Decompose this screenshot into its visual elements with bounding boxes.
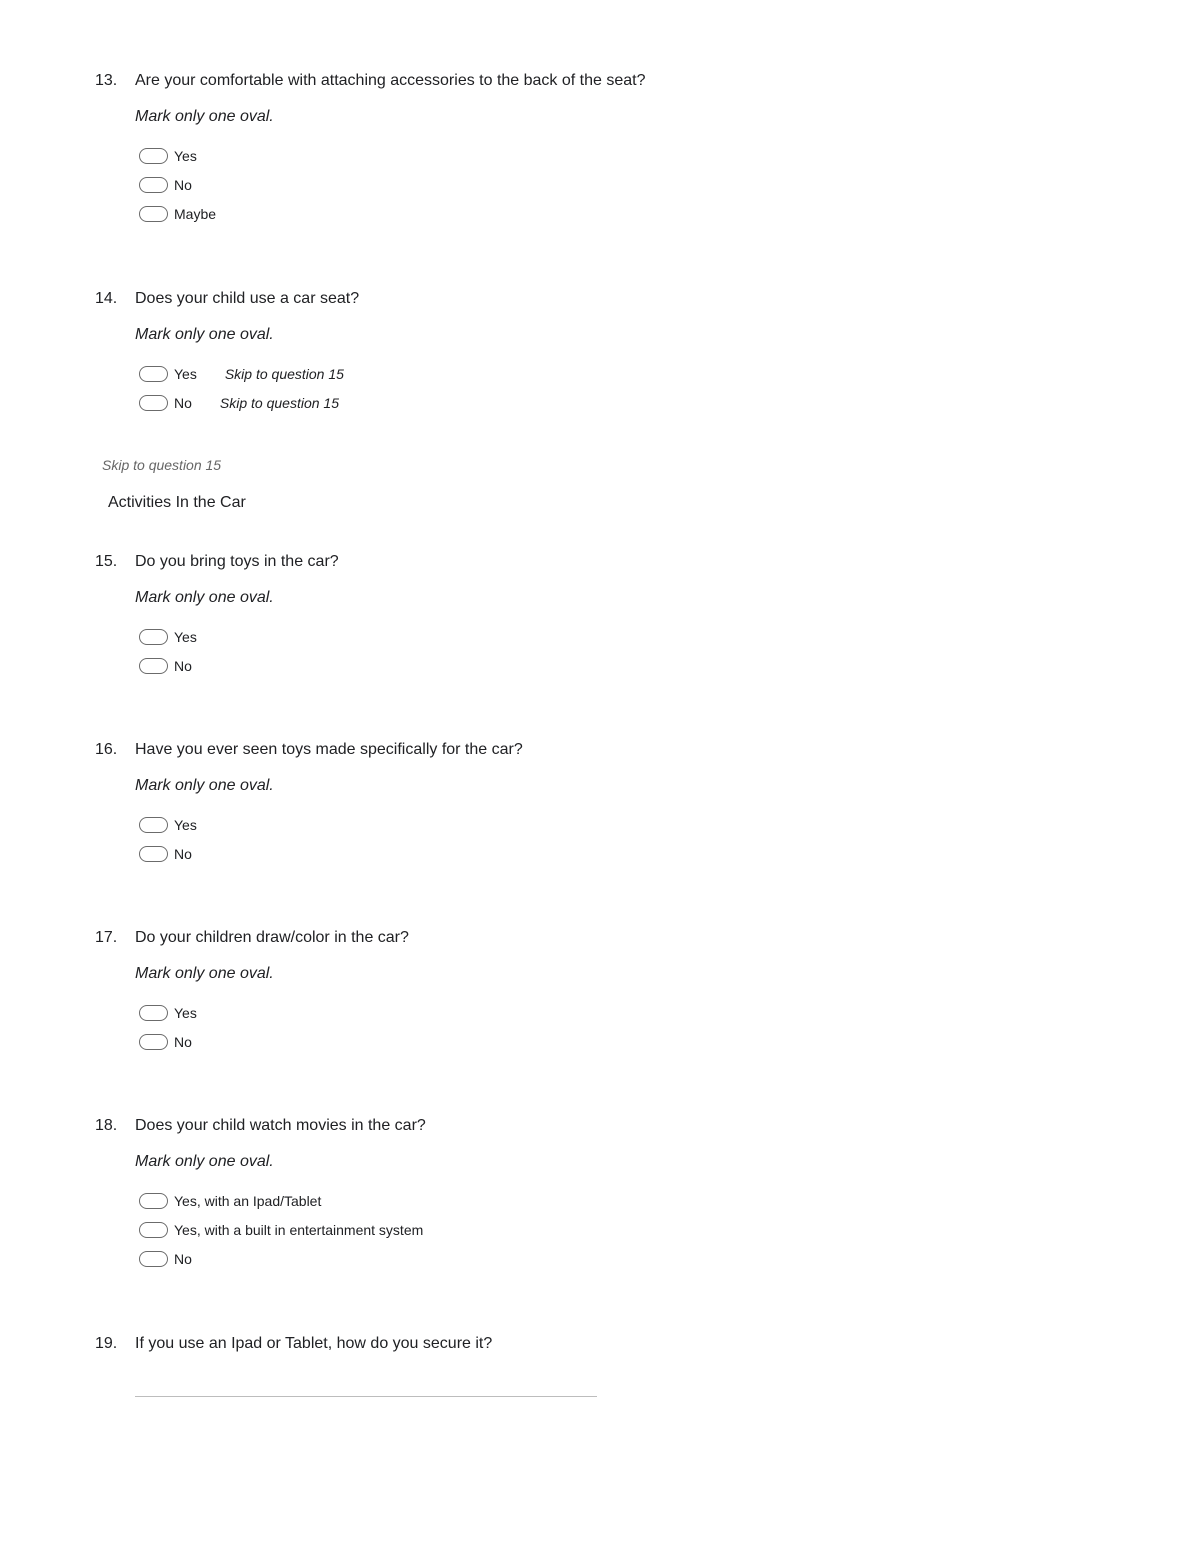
option-no[interactable] [139,844,192,864]
question-text: Do your children draw/color in the car? [135,929,409,946]
option-label: No [174,846,192,862]
option-no[interactable] [139,1249,192,1269]
question-instruction: Mark only one oval. [135,1153,274,1170]
option-label: No [174,177,192,193]
question-number: 19. [95,1335,118,1352]
radio-oval[interactable] [139,366,168,382]
radio-oval[interactable] [139,148,168,164]
question-number: 17. [95,929,118,946]
radio-oval[interactable] [139,1005,168,1021]
question-instruction: Mark only one oval. [135,326,274,343]
option-label: Yes [174,629,197,645]
skip-logic-label: Skip to question 15 [224,366,344,382]
radio-oval[interactable] [139,817,168,833]
question-text: Does your child use a car seat? [135,290,360,307]
question-text: Do you bring toys in the car? [135,553,339,570]
question-number: 16. [95,741,118,758]
question-instruction: Mark only one oval. [135,777,274,794]
option-label: Yes [174,817,197,833]
question-instruction: Mark only one oval. [135,965,274,982]
radio-oval[interactable] [139,1193,168,1209]
option-label: No [174,658,192,674]
option-yes[interactable] [139,627,197,647]
question-text: If you use an Ipad or Tablet, how do you secure it? [135,1335,493,1352]
option-no[interactable] [139,393,339,413]
short-answer-line[interactable] [135,1396,597,1397]
option-no[interactable] [139,1032,192,1052]
question-instruction: Mark only one oval. [135,108,274,125]
question-number: 15. [95,553,118,570]
option-yes[interactable] [139,815,197,835]
radio-oval[interactable] [139,658,168,674]
option-label: Maybe [174,206,217,222]
option-yes-tablet[interactable] [139,1191,321,1211]
question-text: Does your child watch movies in the car? [135,1117,426,1134]
option-label: No [174,1251,192,1267]
option-yes[interactable] [139,1003,197,1023]
option-label: No [174,395,192,411]
radio-oval[interactable] [139,177,168,193]
question-text: Have you ever seen toys made specifically for the car? [135,741,523,758]
option-label: Yes, with a built in entertainment system [174,1222,424,1238]
radio-oval[interactable] [139,1034,168,1050]
skip-logic-label: Skip to question 15 [219,395,339,411]
option-label: Yes [174,1005,197,1021]
option-label: Yes, with an Ipad/Tablet [174,1193,322,1209]
section-title: Activities In the Car [108,494,246,511]
option-no[interactable] [139,175,192,195]
option-label: Yes [174,366,197,382]
radio-oval[interactable] [139,206,168,222]
option-yes[interactable] [139,364,344,384]
radio-oval[interactable] [139,1251,168,1267]
option-label: Yes [174,148,197,164]
radio-oval[interactable] [139,629,168,645]
question-instruction: Mark only one oval. [135,589,274,606]
section-skip-note: Skip to question 15 [102,457,222,473]
question-text: Are your comfortable with attaching accessories to the back of the seat? [135,72,646,89]
option-yes[interactable] [139,146,197,166]
option-yes-built-in[interactable] [139,1220,423,1240]
question-number: 14. [95,290,118,307]
radio-oval[interactable] [139,1222,168,1238]
question-number: 13. [95,72,118,89]
option-label: No [174,1034,192,1050]
option-no[interactable] [139,656,192,676]
option-maybe[interactable] [139,204,216,224]
question-number: 18. [95,1117,118,1134]
radio-oval[interactable] [139,395,168,411]
radio-oval[interactable] [139,846,168,862]
